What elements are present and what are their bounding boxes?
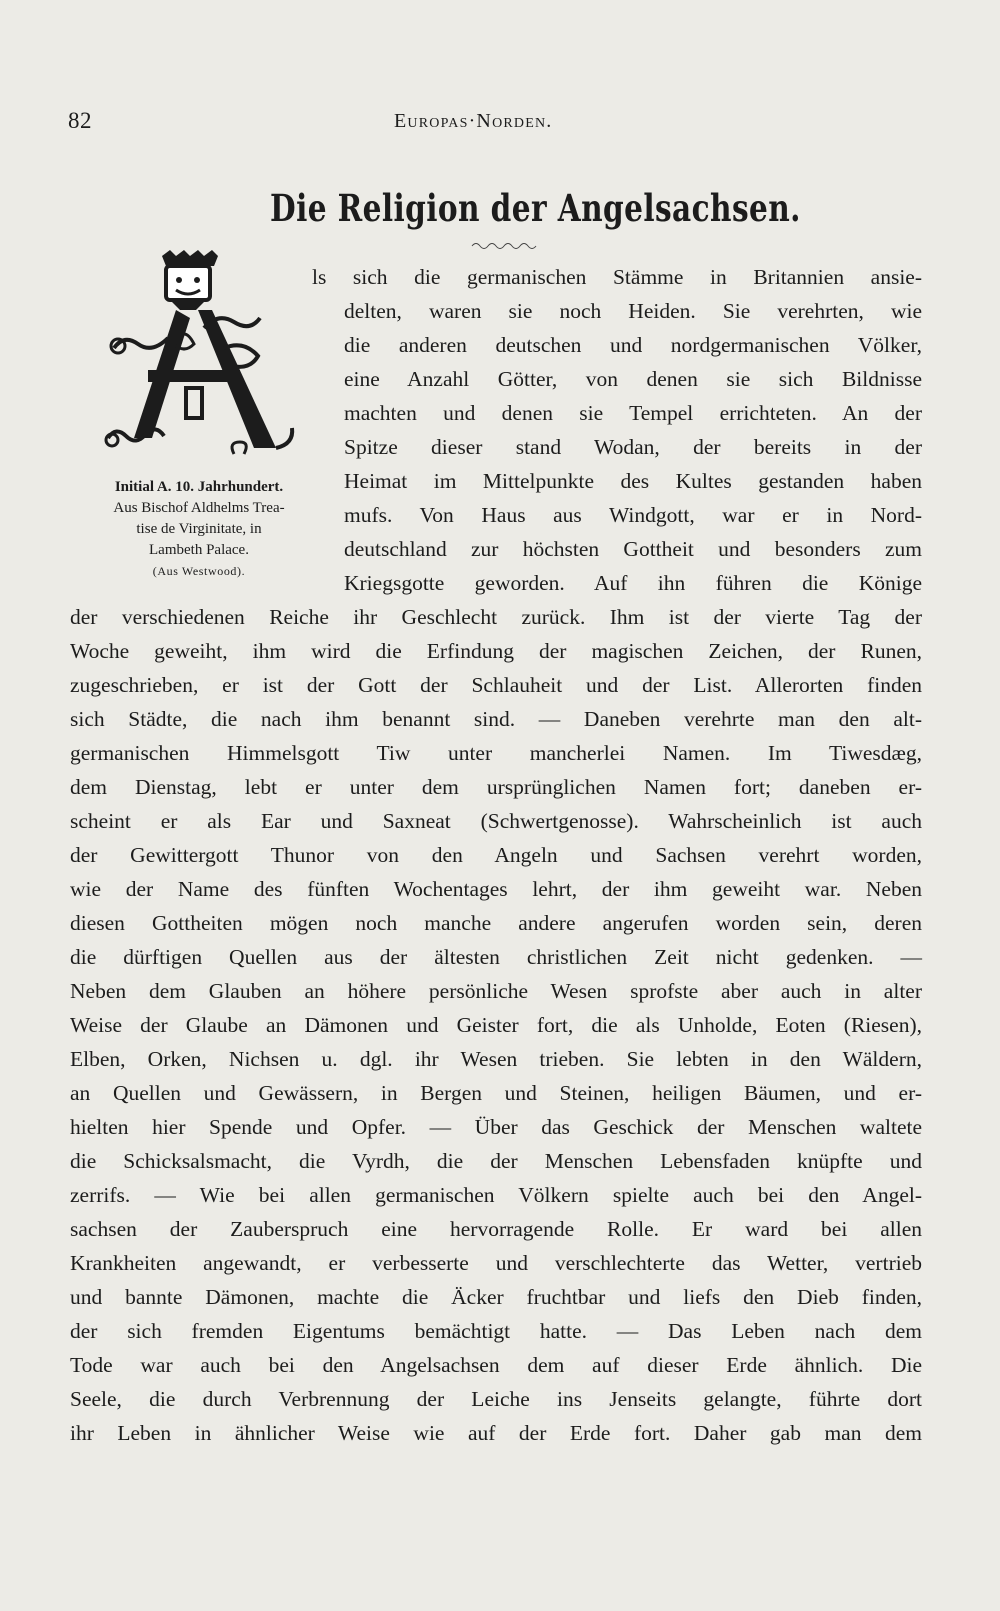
text-line: Elben, Orken, Nichsen u. dgl. ihr Wesen trieben. Sie lebten in den Wäldern, <box>70 1047 922 1071</box>
text-line: und bannte Dämonen, machte die Äcker fruchtbar und liefs den Dieb finden, <box>70 1285 922 1309</box>
text-line: hielten hier Spende und Opfer. — Über das Geschick der Menschen waltete <box>70 1115 922 1139</box>
text-line: Neben dem Glauben an höhere persönliche Wesen sprofste aber auch in alter <box>70 979 922 1003</box>
text-line: wie der Name des fünften Wochentages lehrt, der ihm geweiht war. Neben <box>70 877 922 901</box>
text-line: deutschland zur höchsten Gottheit und besonders zum <box>344 537 922 561</box>
text-line: Woche geweiht, ihm wird die Erfindung der magischen Zeichen, der Runen, <box>70 639 922 663</box>
text-line: die Schicksalsmacht, die Vyrdh, die der Menschen Lebensfaden knüpfte und <box>70 1149 922 1173</box>
text-line: Weise der Glaube an Dämonen und Geister fort, die als Unholde, Eoten (Riesen), <box>70 1013 922 1037</box>
text-line: machten und denen sie Tempel errichteten. An der <box>344 401 922 425</box>
text-line: ihr Leben in ähnlicher Weise wie auf der Erde fort. Daher gab man dem <box>70 1421 922 1445</box>
text-line: an Quellen und Gewässern, in Bergen und Steinen, heiligen Bäumen, und er- <box>70 1081 922 1105</box>
caption-line: tise de Virginitate, in <box>136 521 262 537</box>
text-line: dem Dienstag, lebt er unter dem ursprünglichen Namen fort; daneben er- <box>70 775 922 799</box>
text-line: Tode war auch bei den Angelsachsen dem auf dieser Erde ähnlich. Die <box>70 1353 922 1377</box>
text-line: sachsen der Zauberspruch eine hervorragende Rolle. Er ward bei allen <box>70 1217 922 1241</box>
text-line: der verschiedenen Reiche ihr Geschlecht zurück. Ihm ist der vierte Tag der <box>70 605 922 629</box>
page-number: 82 <box>68 108 92 133</box>
text-line: der Gewittergott Thunor von den Angeln und Sachsen verehrt worden, <box>70 843 922 867</box>
text-line: Spitze dieser stand Wodan, der bereits in der <box>344 435 922 459</box>
text-line: diesen Gottheiten mögen noch manche andere angerufen worden sein, deren <box>70 911 922 935</box>
text-line: Heimat im Mittelpunkte des Kultes gestanden haben <box>344 469 922 493</box>
text-line: eine Anzahl Götter, von denen sie sich Bildnisse <box>344 367 922 391</box>
caption-line: (Aus Westwood). <box>152 564 246 578</box>
title-ornament <box>470 240 540 250</box>
text-line: sich Städte, die nach ihm benannt sind. — Daneben verehrte man den alt- <box>70 707 922 731</box>
text-line: die anderen deutschen und nordgermanischen Völker, <box>344 333 922 357</box>
text-line: Krankheiten angewandt, er verbesserte und verschlechterte das Wetter, vertrieb <box>70 1251 922 1275</box>
caption-line: Initial A. 10. Jahrhundert. <box>114 479 284 495</box>
text-line: scheint er als Ear und Saxneat (Schwertgenosse). Wahrscheinlich ist auch <box>70 809 922 833</box>
text-line: zerrifs. — Wie bei allen germanischen Völkern spielte auch bei den Angel- <box>70 1183 922 1207</box>
text-line: ls sich die germanischen Stämme in Britannien ansie- <box>312 265 922 289</box>
text-line: Kriegsgotte geworden. Auf ihn führen die Könige <box>344 571 922 595</box>
text-line: die dürftigen Quellen aus der ältesten christlichen Zeit nicht gedenken. — <box>70 945 922 969</box>
text-line: mufs. Von Haus aus Windgott, war er in Nord- <box>344 503 922 527</box>
text-line: delten, waren sie noch Heiden. Sie verehrten, wie <box>344 299 922 323</box>
text-line: zugeschrieben, er ist der Gott der Schlauheit und der List. Allerorten finden <box>70 673 922 697</box>
illuminated-initial-a <box>104 248 304 468</box>
text-line: germanischen Himmelsgott Tiw unter mancherlei Namen. Im Tiwesdæg, <box>70 741 922 765</box>
text-line: Seele, die durch Verbrennung der Leiche ins Jenseits gelangte, führte dort <box>70 1387 922 1411</box>
caption-line: Aus Bischof Aldhelms Trea- <box>113 500 285 516</box>
running-title: Europas·Norden. <box>394 110 553 132</box>
text-line: der sich fremden Eigentums bemächtigt hatte. — Das Leben nach dem <box>70 1319 922 1343</box>
caption-line: Lambeth Palace. <box>149 542 249 558</box>
initial-caption <box>68 477 330 582</box>
chapter-title: Die Religion der Angelsachsen. <box>270 186 801 230</box>
